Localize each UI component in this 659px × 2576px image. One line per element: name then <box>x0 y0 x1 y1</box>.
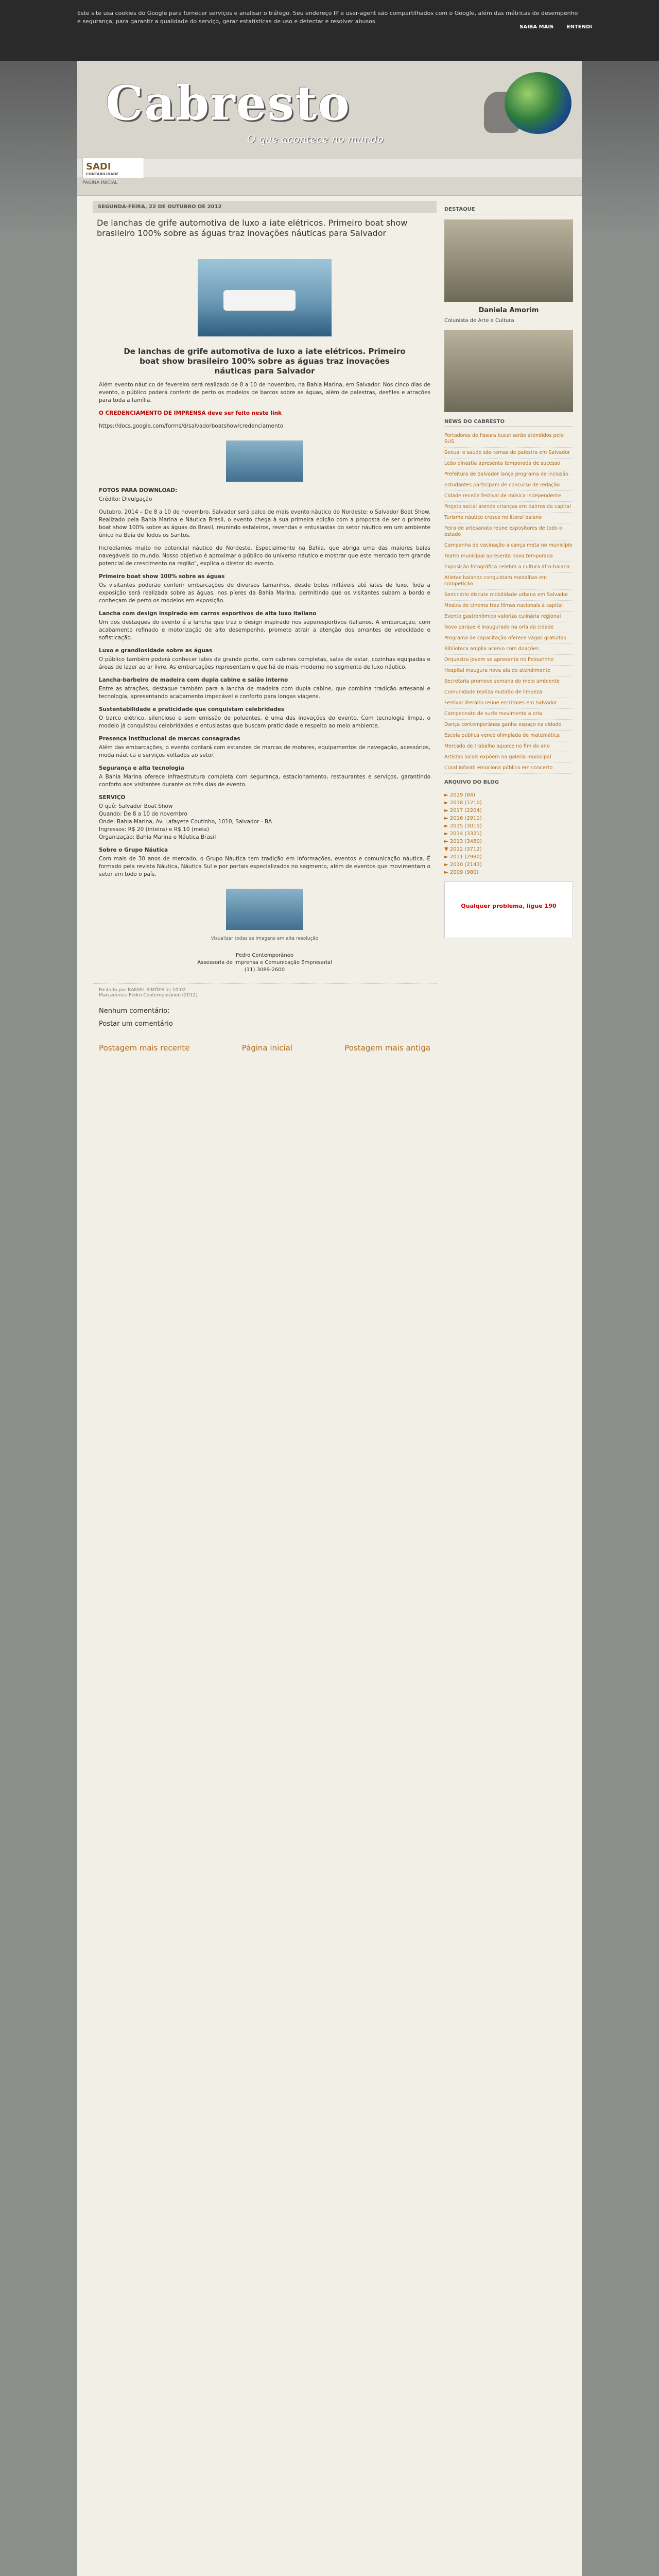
news-item[interactable]: Festival literário reúne escritores em Salvador <box>444 698 573 709</box>
news-item[interactable]: Dança contemporânea ganha espaço na cidade <box>444 720 573 731</box>
service-line: Organização: Bahia Marina e Náutica Brasil <box>99 834 216 840</box>
cookie-text: Este site usa cookies do Google para fornecer serviços e analisar o tráfego. Seu endereço IP e user-agent são compartilhados com o Google, além das métricas de desempenho e segurança, para garantir a qualidade do serviço, gerar estatísticas de uso e detectar e resolver abusos. <box>77 10 578 25</box>
news-item[interactable]: Secretaria promove semana do meio ambiente <box>444 676 573 687</box>
newer-post-link[interactable]: Postagem mais recente <box>99 1043 190 1053</box>
service-heading: SERVIÇO <box>99 794 126 801</box>
contact-phone: (11) 3089-2600 <box>244 967 285 973</box>
paragraph: O barco elétrico, silencioso e sem emissão de poluentes, é uma das inovações do evento. Com tecnologia limpa, o modelo já conquistou celebridades e entusiastas que buscam praticidade e respeito ao meio ambiente. <box>99 715 430 729</box>
service-line: Ingressos: R$ 20 (inteira) e R$ 10 (meia) <box>99 826 210 833</box>
news-item[interactable]: Sexual e saúde são temas de palestra em Salvador <box>444 448 573 459</box>
blog-header <box>77 61 582 196</box>
news-item[interactable]: Turismo náutico cresce no litoral baiano <box>444 513 573 523</box>
boat-image[interactable] <box>198 259 332 336</box>
news-item[interactable]: Portadores de fissura bucal serão atendidos pelo SUS <box>444 431 573 448</box>
contact-agency: Assessoria de Imprensa e Comunicação Empresarial <box>197 960 332 965</box>
news-item[interactable]: Estudantes participam de concurso de redação <box>444 480 573 491</box>
post-footer <box>93 983 437 1002</box>
archive-item[interactable]: ► 2011 (2980) <box>444 854 482 860</box>
archive-item[interactable]: ► 2010 (2143) <box>444 862 482 868</box>
archive-item[interactable]: ▼ 2012 (3712) <box>444 846 482 852</box>
section-heading: Segurança e alta tecnologia <box>99 765 184 771</box>
cookie-banner <box>0 0 659 61</box>
news-item[interactable]: Prefeitura de Salvador lança programa de inclusão <box>444 469 573 480</box>
news-item[interactable]: Mostra de cinema traz filmes nacionais à capital <box>444 601 573 612</box>
section-heading: Sustentabilidade e praticidade que conquistam celebridades <box>99 706 285 713</box>
archive-title: ARQUIVO DO BLOG <box>444 778 573 787</box>
news-item[interactable]: Feira de artesanato reúne expositores de todo o estado <box>444 523 573 540</box>
paragraph: O público também poderá conhecer iates de grande porte, com cabines completas, salas de estar, cozinhas equipadas e áreas de lazer ao ar livre. As embarcações representam o que há de mais moderno no segmento de luxo náutico. <box>99 656 430 670</box>
comments-section <box>93 1002 437 1033</box>
blog-archive <box>444 791 573 876</box>
archive-item[interactable]: ► 2017 (2204) <box>444 808 482 814</box>
footer-boat-image[interactable] <box>226 889 303 930</box>
sadi-sub: CONTABILIDADE <box>86 172 119 176</box>
paragraph: A Bahia Marina oferece infraestrutura completa com segurança, estacionamento, restaurantes e serviços, garantindo conforto aos visitantes durante os três dias de evento. <box>99 774 430 788</box>
news-item[interactable]: Programa de capacitação oferece vagas gratuitas <box>444 633 573 644</box>
service-line: Onde: Bahia Marina, Av. Lafayete Coutinho, 1010, Salvador - BA <box>99 819 272 825</box>
news-item[interactable]: Artistas locais expõem na galeria municipal <box>444 752 573 763</box>
featured-image-2[interactable] <box>444 330 573 412</box>
featured-headline[interactable]: Daniela Amorim <box>478 307 539 314</box>
press-link[interactable]: https://docs.google.com/forms/d/salvadorboatshow/credenciamento <box>99 423 284 429</box>
blog-slogan: O que acontece no mundo <box>247 133 384 145</box>
section-heading: Presença institucional de marcas consagradas <box>99 736 240 742</box>
comments-title: Nenhum comentário: <box>99 1007 170 1015</box>
post-date: SEGUNDA-FEIRA, 22 DE OUTUBRO DE 2012 <box>93 201 437 213</box>
featured-text: Colunista de Arte e Cultura <box>444 318 514 324</box>
sidebar <box>444 201 573 943</box>
blog-logo[interactable]: Cabresto <box>106 75 351 131</box>
news-item[interactable]: Escola pública vence olimpíada de matemática <box>444 731 573 741</box>
older-post-link[interactable]: Postagem mais antiga <box>344 1043 430 1053</box>
police-ad[interactable]: Qualquer problema, ligue 190 <box>444 882 573 938</box>
section-heading: Luxo e grandiosidade sobre as águas <box>99 648 213 654</box>
paragraph: Outubro, 2014 – De 8 a 10 de novembro, Salvador será palco de mais evento náutico do Nordeste: o Salvador Boat Show. Realizado pela Bahia Marina e Náutica Brasil, o evento chega à sua primeira edição com a proposta de ser o primeiro boat show 100% sobre as águas do Brasil, reunindo estaleiros, revendas e entusiastas do setor náutico em um ambiente único na Baía de Todos os Santos. <box>99 509 430 538</box>
archive-item[interactable]: ► 2018 (1210) <box>444 800 482 806</box>
news-item[interactable]: Cidade recebe festival de música independente <box>444 491 573 502</box>
archive-item[interactable]: ► 2013 (3480) <box>444 839 482 844</box>
news-item[interactable]: Orquestra jovem se apresenta no Pelourinho <box>444 655 573 666</box>
post-author[interactable]: Postado por RAFAEL SIMÕES às 10:02 <box>99 988 186 993</box>
cookie-ok-button[interactable]: ENTENDI <box>566 24 592 30</box>
section-heading: Lancha-barbeiro de madeira com dupla cabine e salão interno <box>99 677 288 683</box>
paragraph: Com mais de 30 anos de mercado, o Grupo Náutica tem tradição em informações, eventos e comunicação náutica. É formado pela revista Náutica, Náutica Sul e por portais especializados no segmento, além de eventos que movimentam o setor em todo o país. <box>99 856 430 877</box>
sadi-label: SADI <box>86 161 111 172</box>
image-caption[interactable]: Visualizar todas as imagens em alta resolução <box>211 936 319 941</box>
news-item[interactable]: Biblioteca amplia acervo com doações <box>444 644 573 655</box>
paragraph: Além evento náutico de fevereiro será realizado de 8 a 10 de novembro, na Bahia Marina, em Salvador. Nos cinco dias de evento, o público poderá conferir de perto os modelos de barcos sobre as águas, além de palestras, desfiles e atrações para toda a família. <box>99 382 430 403</box>
service-line: O quê: Salvador Boat Show <box>99 803 173 809</box>
featured-widget <box>444 307 573 325</box>
content-title: De lanchas de grife automotiva de luxo a iate elétricos. Primeiro boat show brasileiro 100% sobre as águas traz inovações náuticas para Salvador <box>124 347 406 376</box>
home-link[interactable]: PÁGINA INICIAL <box>82 180 118 185</box>
news-item[interactable]: Novo parque é inaugurado na orla da cidade <box>444 622 573 633</box>
featured-image[interactable] <box>444 219 573 302</box>
post-title[interactable]: De lanchas de grife automotiva de luxo a iate elétricos. Primeiro boat show brasileiro 100% sobre as águas traz inovações náuticas para Salvador <box>97 218 408 238</box>
archive-item[interactable]: ► 2019 (84) <box>444 792 476 798</box>
news-item[interactable]: Mercado de trabalho aquece no fim do ano <box>444 741 573 752</box>
news-item[interactable]: Projeto social atende crianças em bairros da capital <box>444 502 573 513</box>
blog-container <box>77 61 582 2576</box>
news-item[interactable]: Exposição fotográfica celebra a cultura afro-baiana <box>444 562 573 573</box>
section-heading: Lancha com design inspirado em carros esportivos de alta luxo italiano <box>99 611 317 617</box>
sadi-ad[interactable] <box>82 158 144 178</box>
news-item[interactable]: Coral infantil emociona público em concerto <box>444 763 573 774</box>
news-item[interactable]: Campeonato de surfe movimenta a orla <box>444 709 573 720</box>
section-heading: Primeiro boat show 100% sobre as águas <box>99 573 225 580</box>
paragraph: Incrediamos muito no potencial náutico do Nordeste. Especialmente na Bahia, que abriga uma das maiores baías navegáveis do mundo. Nosso objetivo é aproximar o público do universo náutico e mostrar que este mercado tem grande potencial de crescimento na região", explica o diretor do evento. <box>99 545 430 567</box>
archive-item[interactable]: ► 2016 (2911) <box>444 816 482 821</box>
contact-name: Pedro Contemporâneo <box>236 953 293 958</box>
header-bar <box>77 159 582 177</box>
archive-item[interactable]: ► 2014 (3321) <box>444 831 482 837</box>
home-page-link[interactable]: Página inicial <box>241 1043 293 1053</box>
credit-text: Crédito: Divulgação <box>99 496 152 502</box>
news-item[interactable]: Hospital inaugura nova ala de atendimento <box>444 666 573 676</box>
news-item[interactable]: Atletas baianos conquistam medalhas em competição <box>444 573 573 590</box>
news-item[interactable]: Comunidade realiza mutirão de limpeza <box>444 687 573 698</box>
blog-pager <box>93 1033 437 1063</box>
contact-block <box>99 952 430 974</box>
news-item[interactable]: Campanha de vacinação alcança meta no município <box>444 540 573 551</box>
paragraph: Entre as atrações, destaque também para a lancha de madeira com dupla cabine, que combina tradição artesanal e tecnologia, apresentando acabamento impecável e conforto para longas viagens. <box>99 686 430 700</box>
main-column <box>93 201 437 1063</box>
paragraph: Os visitantes poderão conferir embarcações de diversos tamanhos, desde botes infláveis até iates de luxo. Toda a exposição será realizada sobre as águas, nos píeres da Bahia Marina, permitindo que os visitantes subam a bordo e conheçam de perto os modelos em exposição. <box>99 582 430 604</box>
archive-item[interactable]: ► 2009 (980) <box>444 870 479 875</box>
boat-image-small[interactable] <box>226 440 303 482</box>
news-item[interactable]: Evento gastronômico valoriza culinária regional <box>444 612 573 622</box>
news-item[interactable]: Leão dinastia apresenta temporada de sucesso <box>444 459 573 469</box>
cookie-more-link[interactable]: SAIBA MAIS <box>519 24 554 30</box>
featured-title: DESTAQUE <box>444 205 573 214</box>
news-item[interactable]: Seminário discute mobilidade urbana em Salvador <box>444 590 573 601</box>
service-line: Quando: De 8 a 10 de novembro <box>99 811 187 817</box>
paragraph: Um dos destaques do evento é a lancha que traz o design inspirado nos superesportivos italianos. A embarcação, com acabamento refinado e motorização de alto desempenho, promete atrair a atenção dos amantes de velocidade e sofisticação. <box>99 619 430 641</box>
post-comment-link[interactable]: Postar um comentário <box>99 1020 173 1028</box>
links-title: NEWS DO CABRESTO <box>444 417 573 427</box>
archive-item[interactable]: ► 2015 (3015) <box>444 823 482 829</box>
post-body <box>93 381 437 974</box>
news-item[interactable]: Teatro municipal apresenta nova temporada <box>444 551 573 562</box>
press-notice: O CREDENCIAMENTO DE IMPRENSA deve ser feito neste link <box>99 410 282 416</box>
paragraph: Além das embarcações, o evento contará com estandes de marcas de motores, equipamentos de navegação, acessórios, moda náutica e serviços voltados ao setor. <box>99 744 430 758</box>
news-list <box>444 431 573 774</box>
globe-icon <box>505 72 571 134</box>
post-labels[interactable]: Marcadores: Pedro Contemporâneo (2012) <box>99 993 198 998</box>
about-heading: Sobre o Grupo Náutica <box>99 847 168 853</box>
downloads-heading: FOTOS PARA DOWNLOAD: <box>99 487 178 494</box>
